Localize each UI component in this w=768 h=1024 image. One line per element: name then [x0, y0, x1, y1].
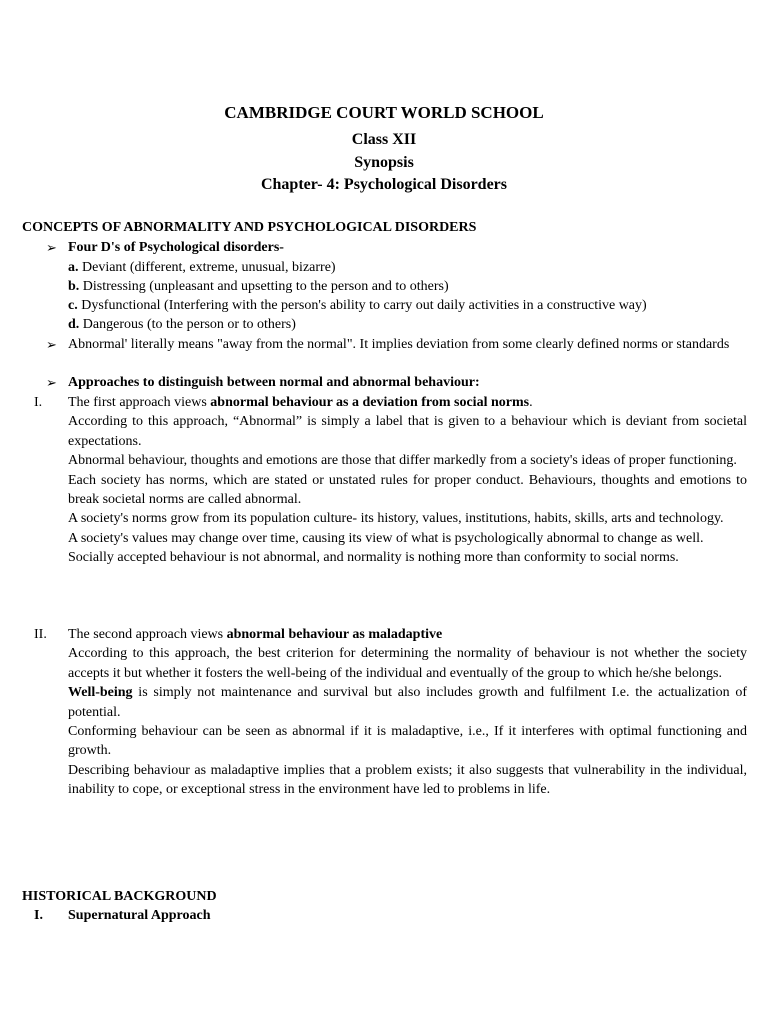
approach2-intro — [68, 625, 747, 644]
section-title-concepts: CONCEPTS OF ABNORMALITY AND PSYCHOLOGICAL DISORDERS — [22, 220, 477, 235]
roman-numeral: I. — [34, 908, 43, 923]
four-ds-item — [68, 258, 747, 277]
wellbeing-paragraph — [68, 683, 747, 722]
intro-text: The second approach views — [68, 627, 227, 642]
item-text: Dangerous (to the person or to others) — [79, 317, 296, 332]
approach1-paragraph: Socially accepted behaviour is not abnormal, and normality is nothing more than conformity to social norms. — [68, 550, 679, 566]
four-ds-item — [68, 296, 747, 315]
approach2-content — [68, 625, 747, 800]
approach1-paragraph: A society's values may change over time, causing its view of what is psychologically abnormal to change as well. — [68, 530, 704, 546]
approach1-paragraph: According to this approach, “Abnormal” is simply a label that is given to a behaviour which is deviant from societal expectations. — [68, 414, 747, 449]
approach1-paragraph: A society's norms grow from its population culture- its history, values, institutions, habits, skills, arts and technology. — [68, 511, 724, 527]
approach1-paragraph: Each society has norms, which are stated or unstated rules for proper conduct. Behaviours, thoughts and emotions to break societal norms are called abnormal. — [68, 472, 747, 508]
roman-numeral: I. — [34, 395, 43, 410]
approach1-intro — [68, 393, 747, 412]
approach2-paragraph: According to this approach, the best criterion for determining the normality of behaviour is not whether the society accepts it but whether it fosters the well-being of the individual and eventually of the group to which he/she belongs. — [68, 646, 747, 681]
synopsis-label: Synopsis — [354, 154, 414, 171]
approaches-heading-text: Approaches to distinguish between normal and abnormal behaviour: — [68, 375, 480, 390]
supernatural-heading — [68, 906, 747, 925]
four-ds-item — [68, 315, 747, 334]
item-letter: d. — [68, 317, 80, 332]
four-ds-heading — [68, 238, 747, 257]
item-letter: b. — [68, 279, 80, 294]
abnormal-meaning-paragraph: Abnormal' literally means "away from the normal". It implies deviation from some clearly defined norms or standards — [68, 337, 730, 352]
bullet-icon: ➢ — [46, 240, 57, 255]
roman-numeral: II. — [34, 627, 47, 642]
four-ds-item — [68, 277, 747, 296]
wellbeing-bold-text: Well-being — [68, 685, 133, 701]
intro-end-text: . — [529, 395, 533, 410]
approach1-content — [68, 393, 747, 568]
intro-text: The first approach views — [68, 395, 211, 410]
item-text: Deviant (different, extreme, unusual, bizarre) — [78, 260, 336, 275]
item-letter: c. — [68, 298, 78, 313]
bullet-icon: ➢ — [46, 337, 57, 352]
approaches-heading — [68, 373, 747, 392]
approach1-paragraph: Abnormal behaviour, thoughts and emotions are those that differ markedly from a society's ideas of proper functioning. — [68, 453, 737, 469]
approach2-paragraph: Describing behaviour as maladaptive implies that a problem exists; it also suggests that vulnerability in the individual, inability to cope, or exceptional stress in the environment have led to problems in life. — [68, 762, 747, 798]
item-text: Distressing (unpleasant and upsetting to the person and to others) — [79, 279, 449, 294]
intro-bold-text: abnormal behaviour as a deviation from social norms — [210, 395, 530, 410]
section-title-historical: HISTORICAL BACKGROUND — [22, 889, 217, 904]
supernatural-heading-text: Supernatural Approach — [68, 908, 211, 923]
item-letter: a. — [68, 260, 79, 275]
class-label: Class XII — [351, 131, 417, 148]
chapter-title: Chapter- 4: Psychological Disorders — [260, 176, 508, 193]
intro-bold-text: abnormal behaviour as maladaptive — [226, 627, 443, 642]
wellbeing-text: is simply not maintenance and survival but also includes growth and fulfilment I.e. the actualization of potential. — [68, 685, 747, 720]
bullet-icon: ➢ — [46, 375, 57, 390]
four-ds-heading-text: Four D's of Psychological disorders- — [68, 240, 284, 255]
item-text: Dysfunctional (Interfering with the person's ability to carry out daily activities in a constructive way) — [77, 298, 647, 313]
approach2-paragraph: Conforming behaviour can be seen as abnormal if it is maladaptive, i.e., If it interferes with optimal functioning and growth. — [68, 724, 747, 759]
school-name: CAMBRIDGE COURT WORLD SCHOOL — [224, 103, 544, 122]
